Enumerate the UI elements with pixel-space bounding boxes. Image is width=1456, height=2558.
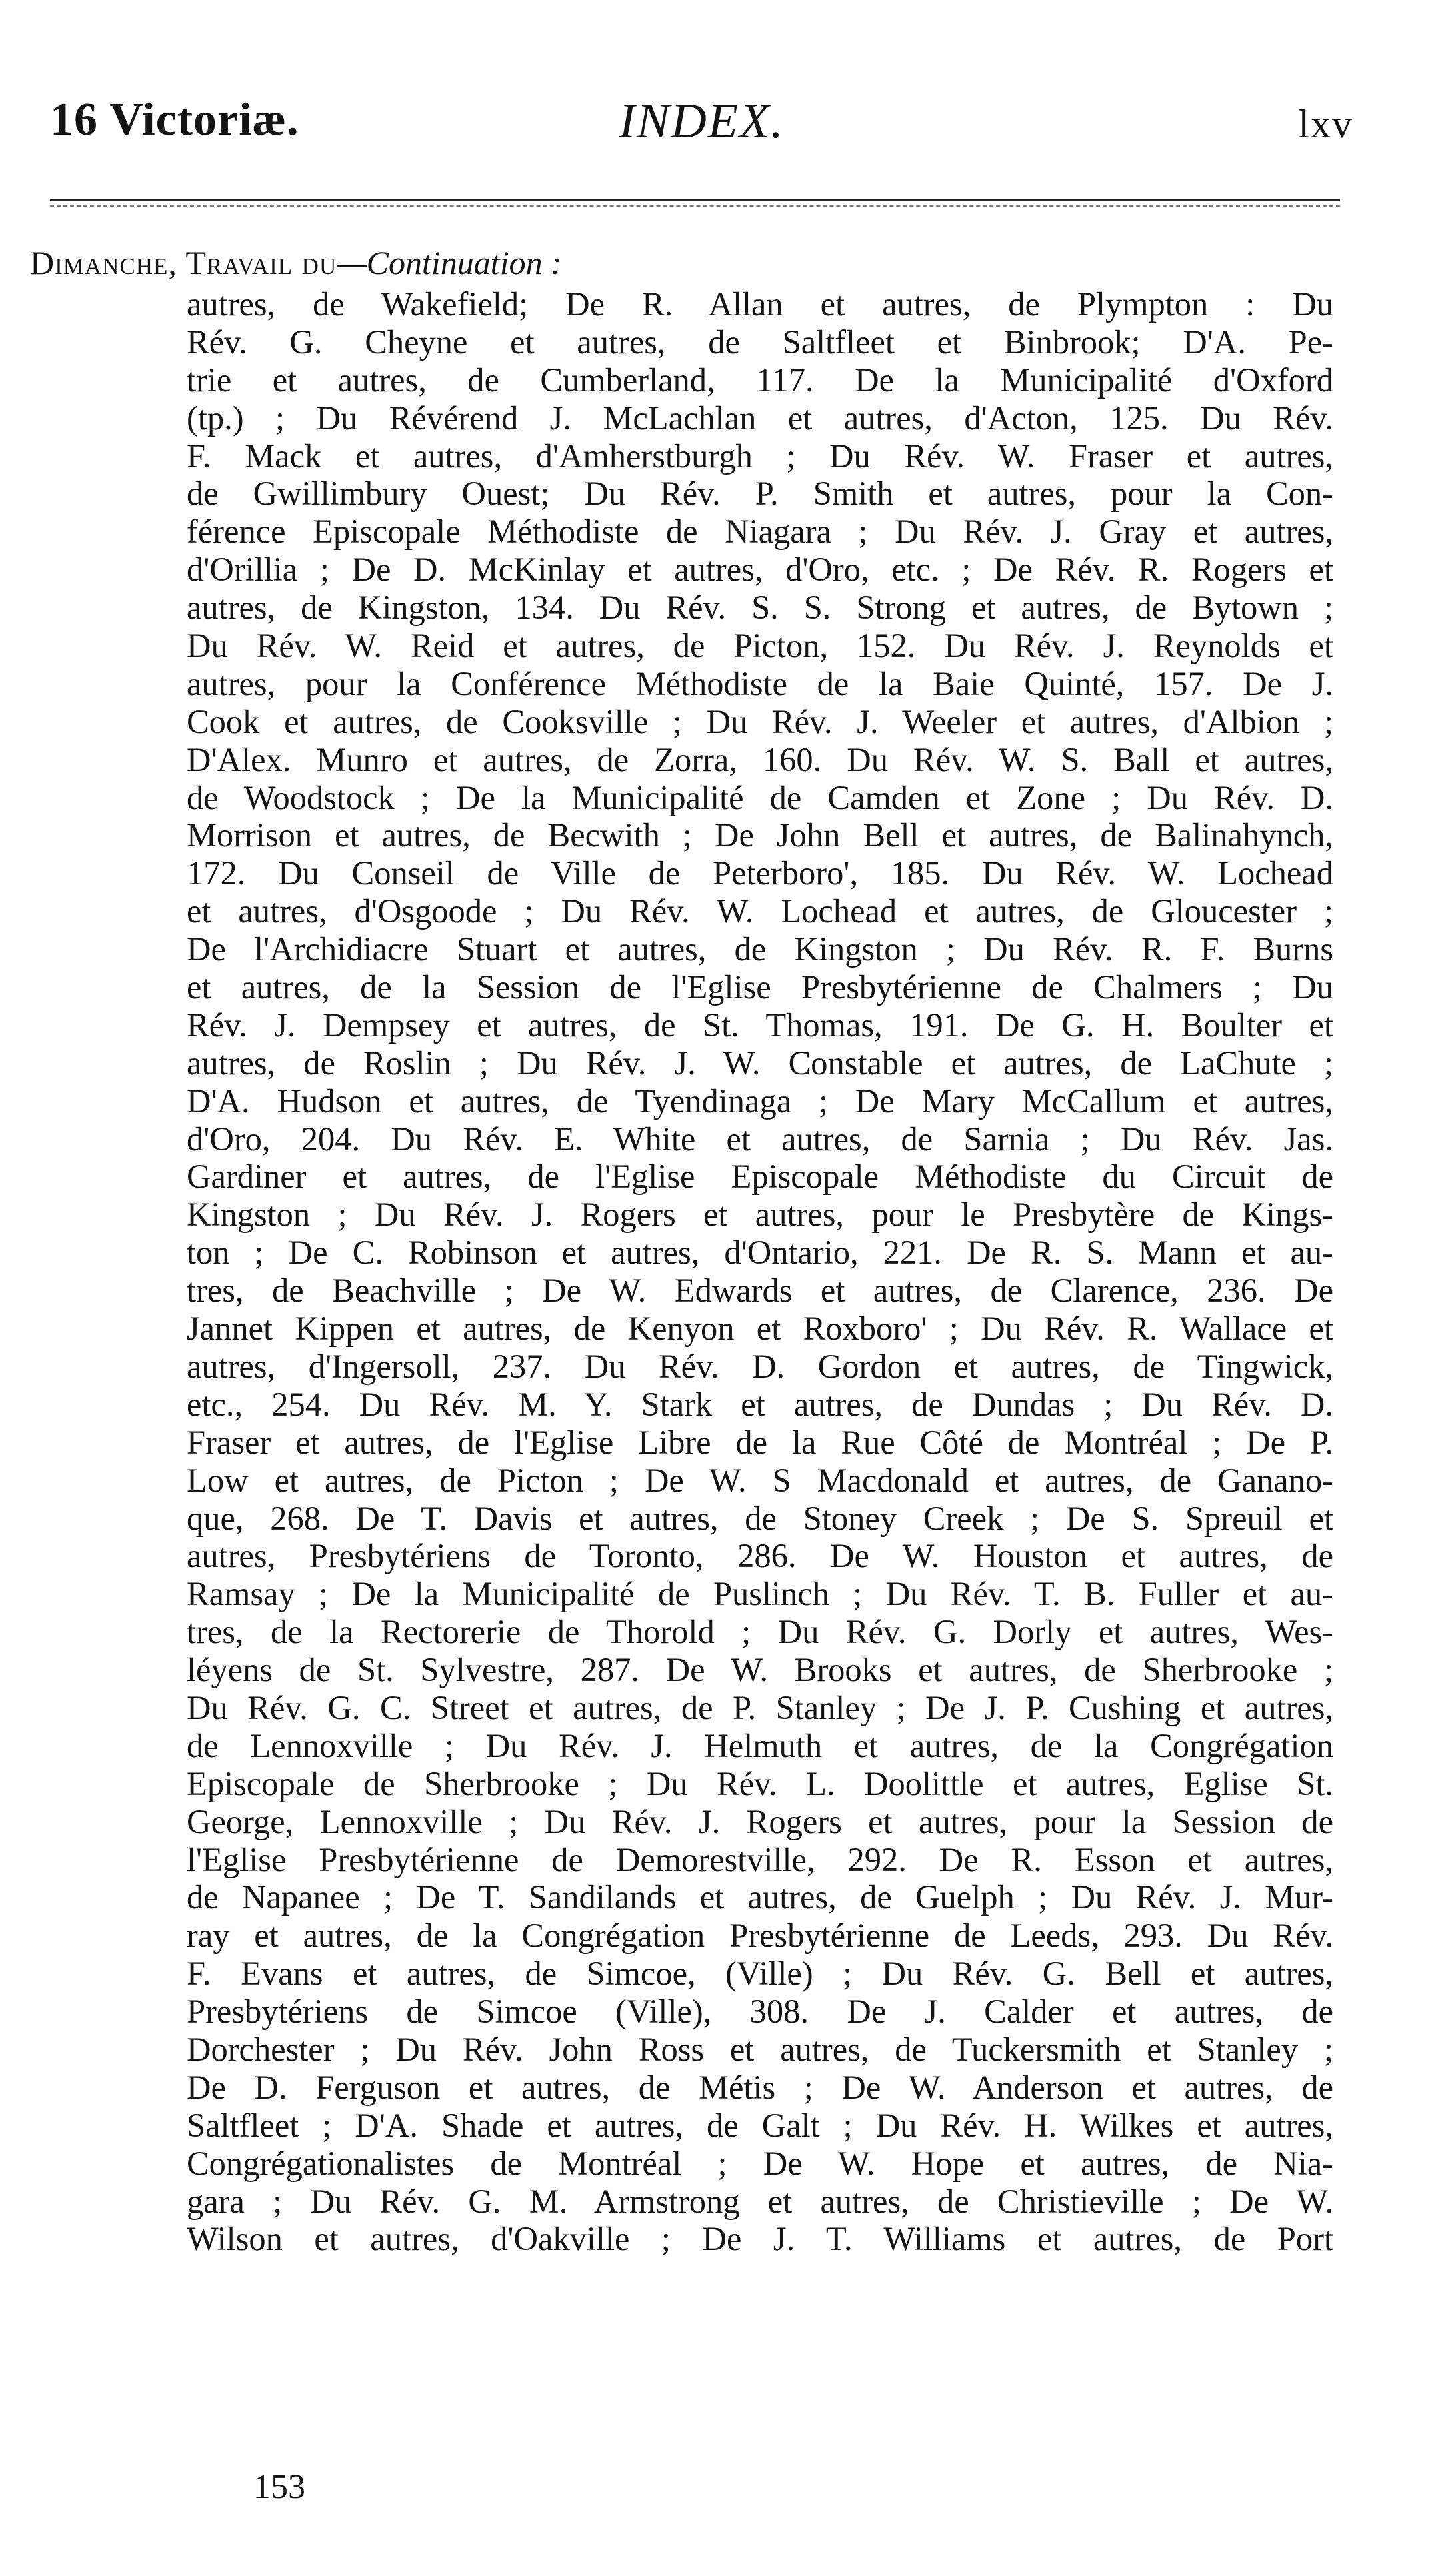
header-rule: [50, 199, 1340, 201]
entry-line: et autres, d'Osgoode ; Du Rév. W. Lochead et autres, de Gloucester ;: [187, 892, 1333, 930]
entry-line: férence Episcopale Méthodiste de Niagara ; Du Rév. J. Gray et autres,: [187, 513, 1333, 551]
entry-line: Saltfleet ; D'A. Shade et autres, de Galt ; Du Rév. H. Wilkes et autres,: [187, 2106, 1333, 2144]
entry-heading: [30, 241, 562, 284]
entry-line: D'Alex. Munro et autres, de Zorra, 160. Du Rév. W. S. Ball et autres,: [187, 740, 1333, 778]
entry-line: Presbytériens de Simcoe (Ville), 308. De J. Calder et autres, de: [187, 1993, 1333, 2031]
entry-line: gara ; Du Rév. G. M. Armstrong et autres, de Christieville ; De W.: [187, 2182, 1333, 2220]
entry-line: Dorchester ; Du Rév. John Ross et autres, de Tuckersmith et Stanley ;: [187, 2030, 1333, 2068]
entry-heading-word: Dimanche,: [30, 244, 177, 281]
entry-line: trie et autres, de Cumberland, 117. De la Municipalité d'Oxford: [187, 361, 1333, 399]
entry-line: autres, Presbytériens de Toronto, 286. De W. Houston et autres, de: [187, 1537, 1333, 1575]
page-number-roman: lxv: [1298, 102, 1353, 146]
entry-line: Rév. G. Cheyne et autres, de Saltfleet et Binbrook; D'A. Pe-: [187, 323, 1333, 361]
entry-line: d'Orillia ; De D. McKinlay et autres, d'Oro, etc. ; De Rév. R. Rogers et: [187, 551, 1333, 589]
entry-line: D'A. Hudson et autres, de Tyendinaga ; De Mary McCallum et autres,: [187, 1082, 1333, 1120]
entry-line: etc., 254. Du Rév. M. Y. Stark et autres, de Dundas ; Du Rév. D.: [187, 1385, 1333, 1423]
entry-line: ton ; De C. Robinson et autres, d'Ontario, 221. De R. S. Mann et au-: [187, 1234, 1333, 1272]
entry-line: Episcopale de Sherbrooke ; Du Rév. L. Doolittle et autres, Eglise St.: [187, 1764, 1333, 1802]
entry-line: d'Oro, 204. Du Rév. E. White et autres, de Sarnia ; Du Rév. Jas.: [187, 1120, 1333, 1158]
header-rule-dashed: [50, 205, 1340, 207]
page-title: INDEX.: [619, 94, 785, 149]
entry-line: Low et autres, de Picton ; De W. S Macdonald et autres, de Ganano-: [187, 1461, 1333, 1499]
entry-line: Du Rév. W. Reid et autres, de Picton, 152. Du Rév. J. Reynolds et: [187, 627, 1333, 665]
entry-line: Jannet Kippen et autres, de Kenyon et Roxboro' ; Du Rév. R. Wallace et: [187, 1310, 1333, 1348]
entry-line: De l'Archidiacre Stuart et autres, de Kingston ; Du Rév. R. F. Burns: [187, 930, 1333, 968]
entry-line: Ramsay ; De la Municipalité de Puslinch ; Du Rév. T. B. Fuller et au-: [187, 1575, 1333, 1613]
entry-line: Kingston ; Du Rév. J. Rogers et autres, pour le Presbytère de Kings-: [187, 1196, 1333, 1234]
entry-line: Gardiner et autres, de l'Eglise Episcopale Méthodiste du Circuit de: [187, 1158, 1333, 1196]
entry-line: léyens de St. Sylvestre, 287. De W. Brooks et autres, de Sherbrooke ;: [187, 1651, 1333, 1689]
entry-line: et autres, de la Session de l'Eglise Presbytérienne de Chalmers ; Du: [187, 968, 1333, 1006]
entry-line: autres, de Roslin ; Du Rév. J. W. Constable et autres, de LaChute ;: [187, 1044, 1333, 1082]
entry-line: ray et autres, de la Congrégation Presbytérienne de Leeds, 293. Du Rév.: [187, 1916, 1333, 1955]
entry-line: autres, de Kingston, 134. Du Rév. S. S. Strong et autres, de Bytown ;: [187, 589, 1333, 627]
entry-line: F. Evans et autres, de Simcoe, (Ville) ; Du Rév. G. Bell et autres,: [187, 1955, 1333, 1993]
volume-label: 16 Victoriæ.: [50, 94, 299, 145]
entry-line: George, Lennoxville ; Du Rév. J. Rogers et autres, pour la Session de: [187, 1802, 1333, 1840]
entry-line: De D. Ferguson et autres, de Métis ; De W. Anderson et autres, de: [187, 2068, 1333, 2106]
entry-line: de Lennoxville ; Du Rév. J. Helmuth et autres, de la Congrégation: [187, 1726, 1333, 1764]
entry-line: que, 268. De T. Davis et autres, de Stoney Creek ; De S. Spreuil et: [187, 1499, 1333, 1537]
entry-line: Wilson et autres, d'Oakville ; De J. T. Williams et autres, de Port: [187, 2220, 1333, 2258]
running-head: [50, 93, 1353, 167]
entry-line: autres, pour la Conférence Méthodiste de la Baie Quinté, 157. De J.: [187, 664, 1333, 702]
entry-line: Fraser et autres, de l'Eglise Libre de la Rue Côté de Montréal ; De P.: [187, 1423, 1333, 1461]
entry-line: Morrison et autres, de Becwith ; De John Bell et autres, de Balinahynch,: [187, 816, 1333, 854]
entry-body: [187, 285, 1333, 2258]
entry-heading-continuation: —Continuation :: [337, 244, 562, 281]
entry-line: (tp.) ; Du Révérend J. McLachlan et autres, d'Acton, 125. Du Rév.: [187, 399, 1333, 437]
entry-line: de Napanee ; De T. Sandilands et autres, de Guelph ; Du Rév. J. Mur-: [187, 1878, 1333, 1916]
entry-line: 172. Du Conseil de Ville de Peterboro', 185. Du Rév. W. Lochead: [187, 854, 1333, 892]
entry-line: Congrégationalistes de Montréal ; De W. Hope et autres, de Nia-: [187, 2144, 1333, 2182]
entry-line: tres, de la Rectorerie de Thorold ; Du Rév. G. Dorly et autres, Wes-: [187, 1613, 1333, 1651]
entry-line: F. Mack et autres, d'Amherstburgh ; Du Rév. W. Fraser et autres,: [187, 437, 1333, 475]
entry-heading-word: Travail du: [185, 244, 337, 281]
entry-line: tres, de Beachville ; De W. Edwards et autres, de Clarence, 236. De: [187, 1272, 1333, 1310]
entry-line: Du Rév. G. C. Street et autres, de P. Stanley ; De J. P. Cushing et autres,: [187, 1688, 1333, 1726]
entry-line: Rév. J. Dempsey et autres, de St. Thomas, 191. De G. H. Boulter et: [187, 1006, 1333, 1044]
entry-line: autres, d'Ingersoll, 237. Du Rév. D. Gordon et autres, de Tingwick,: [187, 1347, 1333, 1385]
signature-mark: 153: [253, 2468, 305, 2506]
entry-line: de Woodstock ; De la Municipalité de Camden et Zone ; Du Rév. D.: [187, 778, 1333, 816]
entry-line: l'Eglise Presbytérienne de Demorestville, 292. De R. Esson et autres,: [187, 1840, 1333, 1878]
entry-line: autres, de Wakefield; De R. Allan et autres, de Plympton : Du: [187, 285, 1333, 323]
entry-line: de Gwillimbury Ouest; Du Rév. P. Smith et autres, pour la Con-: [187, 475, 1333, 513]
entry-line: Cook et autres, de Cooksville ; Du Rév. J. Weeler et autres, d'Albion ;: [187, 702, 1333, 740]
